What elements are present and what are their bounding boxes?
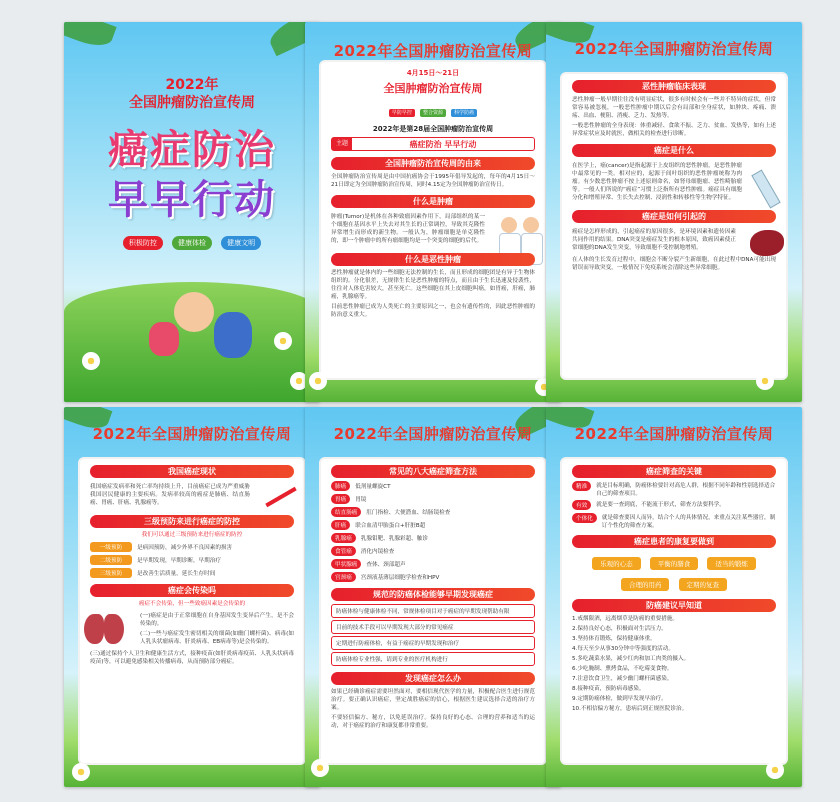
section-text: (一)癌症是由于正常细胞在自身基因发生变异后产生，是不会传染的。: [140, 613, 294, 627]
poster-screening: [305, 407, 561, 787]
recovery-pill: 合理的用药: [621, 578, 670, 591]
section-heading: 防癌建议早知道: [572, 599, 776, 612]
flower-decoration: [756, 372, 774, 390]
cancer-name: 肺癌: [331, 481, 350, 491]
section-text: 我国癌症发病率和死亡率均持续上升，目前癌症已成为严重威胁我国居民健康的主要疾病。发病率较高的癌症是肺癌、结直肠癌、胃癌、肝癌、乳腺癌等。: [90, 484, 250, 506]
poster-title: 2022年全国肿瘤防治宣传周: [574, 40, 774, 58]
cover-year: 2022年: [165, 77, 219, 93]
method-text: 乳腺钼靶、乳腺彩超、触诊: [360, 536, 428, 542]
section-body: [321, 211, 545, 247]
method-text: 查体、颈部超声: [366, 562, 406, 568]
method-text: 胃镜: [355, 497, 367, 503]
doctors-illustration: [495, 211, 545, 247]
cover-tags: [64, 230, 320, 250]
poster-prevention: [64, 407, 320, 787]
method-text: 低剂量螺旋CT: [355, 484, 391, 490]
key-name: 有效: [572, 500, 591, 510]
theme-text: 癌症防治 早早行动: [409, 139, 477, 149]
cover-title: 全国肿瘤防治宣传周: [129, 95, 255, 111]
screening-item: [331, 520, 535, 530]
poster-advice: [546, 407, 802, 787]
family-illustration: [149, 322, 179, 356]
advice-tip: 1.戒烟限酒，远离烟草是防癌的重要措施。: [572, 616, 679, 622]
key-item: [572, 481, 776, 497]
cancer-name: 食管癌: [331, 546, 356, 556]
section-heading: 癌症是如何引起的: [572, 210, 776, 223]
week-subtitle: 全国肿瘤防治宣传周: [383, 82, 483, 95]
level-name: 二级预防: [90, 555, 132, 565]
screening-item: [331, 481, 535, 491]
family-illustration: [174, 292, 214, 332]
doctor-icon: [523, 217, 539, 233]
cancer-name: 胃癌: [331, 494, 350, 504]
section-heading: 恶性肿瘤临床表现: [572, 80, 776, 93]
flower-decoration: [311, 759, 329, 777]
theme-label: 主题: [332, 138, 352, 150]
key-name: 个体化: [572, 513, 597, 523]
screening-item: [331, 494, 535, 504]
section-heading: 我国癌症现状: [90, 465, 294, 478]
content-card: [78, 457, 306, 765]
key-text: 就是目标明确，防癌体检要针对高危人群，根据不同年龄和性别选择适合自己的筛查项目。: [596, 483, 776, 497]
cover-headline-1: 癌症防治: [108, 127, 276, 173]
lung-icon: [104, 614, 124, 644]
poster-title: 2022年全国肿瘤防治宣传周: [333, 425, 533, 443]
level-name: 三级预防: [90, 568, 132, 578]
section-heading: 癌症患者的康复要做到: [572, 535, 776, 548]
flower-decoration: [82, 352, 100, 370]
rising-arrow-icon: [265, 487, 296, 507]
section-lead: 我们可以通过三级预防来进行癌症的防控: [141, 532, 243, 538]
method-text: 肛门指检、大便潜血、结肠镜检查: [366, 510, 451, 516]
section-body: [80, 610, 304, 648]
level-name: 一级预防: [90, 542, 132, 552]
section-heading: 规范的防癌体检能够早期发现癌症: [331, 588, 535, 601]
recovery-pills: [568, 551, 780, 593]
method-text: 宫颈液基薄层细胞学检查和HPV: [360, 575, 440, 581]
section-text: 在人体的生长发育过程中，细胞会不断分裂产生新细胞，在此过程中DNA可能出现错误而导致突变，一般情况下免疫系统会清除这些异常细胞。: [572, 257, 776, 271]
advice-tip: 8.接种疫苗，预防病毒感染。: [572, 686, 645, 692]
screening-item: [331, 507, 535, 517]
flower-decoration: [766, 761, 784, 779]
advice-tip: 10.不相信偏方秘方，患病后到正规医院诊治。: [572, 706, 688, 712]
poster-intro: [305, 22, 561, 402]
flower-decoration: [309, 372, 327, 390]
section-text: 全国肿瘤防治宣传周是由中国抗癌协会于1995年倡导发起的，每年的4月15日～21日即定为全国肿瘤防治宣传周，同时4.15定为全国肿瘤防治宣传日。: [331, 174, 535, 188]
recovery-pill: 平衡的膳食: [650, 557, 699, 570]
advice-tip: 5.多吃蔬菜水果，减少红肉和加工肉类的摄入。: [572, 656, 690, 662]
section-heading: 癌症是什么: [572, 144, 776, 157]
cancer-name: 结直肠癌: [331, 507, 361, 517]
section-heading: 三级预防来进行癌症的防控: [90, 515, 294, 528]
section-text: 在医学上，癌(cancer)是指起源于上皮组织的恶性肿瘤，是恶性肿瘤中最常见的一类。相对应的，起源于间叶组织的恶性肿瘤统称为肉瘤。有少数恶性肿瘤不按上述原则命名，如肾母细胞瘤、恶性畸胎瘤等。一般人们所说的“癌症”习惯上泛指所有恶性肿瘤。癌症具有细胞分化和增殖异常、生长失去控制、浸润性和转移性等生物学特征。: [572, 163, 742, 201]
level-text: 是早期发现，早期诊断，早期治疗: [137, 558, 221, 564]
syringe-icon: [751, 170, 780, 209]
cover-headline-2: 早早行动: [108, 177, 276, 223]
cover-tag: 积极防控: [123, 236, 163, 250]
section-heading: 癌症筛查的关键: [572, 465, 776, 478]
content-card: [319, 60, 547, 380]
section-text: 恶性肿瘤就是体内的一些细胞无法控制的生长，而且形成的细胞团是有异于生物体组织的。分化很差，无规律生长是恶性肿瘤的特点，而且由于生长迅速及侵袭性，往往对人体危害较大，甚至死亡。这些细胞在其上皮细胞叫癌，如胃癌，肝癌，肺癌，乳腺癌等。: [331, 270, 535, 300]
week-number: 2022年是第28届全国肿瘤防治宣传周: [372, 125, 494, 133]
level-text: 是病因预防，减少外界不良因素的损害: [137, 545, 233, 551]
doctor-icon: [501, 217, 517, 233]
section-heading: 癌症会传染吗: [90, 584, 294, 597]
checkup-note: 防癌体检与健康体检不同，常规体检项目对于癌症的早期发现帮助有限: [331, 604, 535, 618]
section-heading: 发现癌症怎么办: [331, 672, 535, 685]
section-heading: 常见的八大癌症筛查方法: [331, 465, 535, 478]
prevention-level: [90, 542, 294, 552]
key-text: 就是要一查到底，不能流于形式，筛查方法要科学。: [596, 502, 725, 508]
chip-row: [321, 99, 545, 118]
prevention-level: [90, 555, 294, 565]
trend-illustration: [260, 481, 304, 509]
level-text: 是改善生活质量，延长生存时间: [137, 571, 216, 577]
cover-tag: 健康文明: [221, 236, 261, 250]
section-heading: 什么是肿瘤: [331, 195, 535, 208]
week-date: 4月15日～21日: [406, 69, 460, 77]
prevention-level: [90, 568, 294, 578]
poster-title: 2022年全国肿瘤防治宣传周: [333, 42, 533, 60]
key-item: [572, 500, 776, 510]
content-card: [319, 457, 547, 765]
section-text: 目前恶性肿瘤已成为人类死亡的主要原因之一，也会有遗传性的，因此恶性肿瘤的防治意义重大。: [331, 304, 535, 318]
cancer-name: 乳腺癌: [331, 533, 356, 543]
family-illustration: [214, 312, 252, 358]
recovery-pill: 适当的锻炼: [707, 557, 756, 570]
advice-tip: 3.坚持体育锻炼，保持健康体重。: [572, 636, 656, 642]
method-text: 消化内镜检查: [360, 549, 395, 555]
section-body: [80, 481, 304, 509]
section-text: 肿瘤(Tumor)是机体在各种致瘤因素作用下，局部组织的某一个细胞在基因水平上失去对其生长的正常调控，导致其克隆性异常增生而形成的新生物。一般认为，肿瘤细胞是单克隆性的，即一个肿瘤中的所有瘤细胞均是一个突变的细胞的后代。: [331, 214, 485, 244]
cancer-name: 肝癌: [331, 520, 350, 530]
advice-tip: 4.每天至少从事30分钟中等强度的活动。: [572, 646, 674, 652]
section-lead: 癌症不会传染，但一些致癌因素是会传染的: [138, 601, 246, 607]
checkup-note: 定期进行防癌体检，有益于癌症的早期发现和治疗: [331, 636, 535, 650]
cancer-name: 宫颈癌: [331, 572, 356, 582]
content-card: [560, 72, 788, 380]
recovery-pill: 乐观的心态: [592, 557, 641, 570]
chip: 整合资源: [420, 109, 446, 117]
advice-tip: 9.定期防癌体检，做到早发现早治疗。: [572, 696, 667, 702]
leaf-decoration: [64, 22, 117, 51]
section-text: 一般恶性肿瘤的全身表现：体重减轻、食欲不振、乏力、贫血、发热等，如有上述异常症状应及时就医，做相关的检查进行诊断。: [572, 123, 776, 137]
cancer-name: 甲状腺癌: [331, 559, 361, 569]
poster-title: 2022年全国肿瘤防治宣传周: [92, 425, 292, 443]
cover-tag: 健康体检: [172, 236, 212, 250]
poster-symptoms: [546, 22, 802, 402]
syringe-illustration: [752, 160, 786, 204]
method-text: 联合血清甲胎蛋白+肝脏B超: [355, 523, 426, 529]
section-text: (三)通过保持个人卫生和健康生活方式，接种疫苗(如肝炎病毒疫苗、人乳头状病毒疫苗)等，可以避免感染相关传播病毒，从而预防部分癌症。: [90, 651, 294, 665]
key-name: 精准: [572, 481, 591, 491]
poster-title: 2022年全国肿瘤防治宣传周: [574, 425, 774, 443]
flower-decoration: [274, 332, 292, 350]
screening-item: [331, 546, 535, 556]
screening-item: [331, 572, 535, 582]
key-item: [572, 513, 776, 529]
section-text: 恶性肿瘤一般早期往往没有明显症状，很多有时候会有一些并不特异的症状，但常常容易被忽视，一般恶性肿瘤中期以后会有局部和全身症状，如肿块、疼痛、溃疡、出血、梗阻、消瘦、乏力、发热等。: [572, 97, 776, 119]
section-heading: 什么是恶性肿瘤: [331, 253, 535, 266]
advice-tip: 6.少吃腌制、熏烤食品，不吃霉变食物。: [572, 666, 673, 672]
poster-cover: [64, 22, 320, 402]
section-text: 不要轻信偏方、秘方，以免延误治疗。保持良好的心态、合理的营养和适当的运动，对于癌症的治疗和康复都非常重要。: [331, 715, 535, 729]
checkup-note: 防癌体检专业性强，请到专业的医疗机构进行: [331, 652, 535, 666]
section-body: [562, 160, 786, 204]
section-text: 癌症是怎样形成的，引起癌症的原因很多，是环境因素和遗传因素共同作用的结果。DNA突变是癌症发生的根本原因，致癌因素使正常细胞的DNA发生突变，导致细胞不受控制地增殖。: [572, 229, 736, 251]
chip: 科学防癌: [451, 109, 477, 117]
section-text: (二)一些与癌症发生密切相关的细菌(如幽门螺杆菌)、病毒(如人乳头状瘤病毒、肝炎病毒、EB病毒等)是会传染的。: [140, 631, 294, 645]
liver-icon: [750, 230, 784, 256]
chip: 早防早控: [389, 109, 415, 117]
flower-decoration: [72, 763, 90, 781]
lung-icon: [84, 614, 104, 644]
section-heading: 全国肿瘤防治宣传周的由来: [331, 157, 535, 170]
key-text: 就是筛查要因人而异，结合个人的具体情况，来重点关注某些器官，制订个性化的筛查方案。: [601, 515, 776, 529]
content-card: [560, 457, 788, 765]
advice-tip: 2.保持良好心态，积极面对生活压力。: [572, 626, 667, 632]
screening-item: [331, 559, 535, 569]
theme-banner: [331, 137, 535, 151]
section-body: [562, 226, 786, 254]
checkup-note: 目前的技术手段可以早期发现大部分的常见癌症: [331, 620, 535, 634]
advice-tip: 7.注意饮食卫生，减少幽门螺杆菌感染。: [572, 676, 673, 682]
section-text: 如果已经确诊癌症需要坦然面对，要相信现代医学的力量，积极配合医生进行规范治疗。要正确认识癌症，坚定战胜癌症的信心，根据医生建议选择合适的治疗方案。: [331, 689, 535, 711]
lungs-illustration: [80, 610, 130, 648]
recovery-pill: 定期的复查: [679, 578, 728, 591]
organ-illustration: [746, 226, 786, 254]
screening-item: [331, 533, 535, 543]
